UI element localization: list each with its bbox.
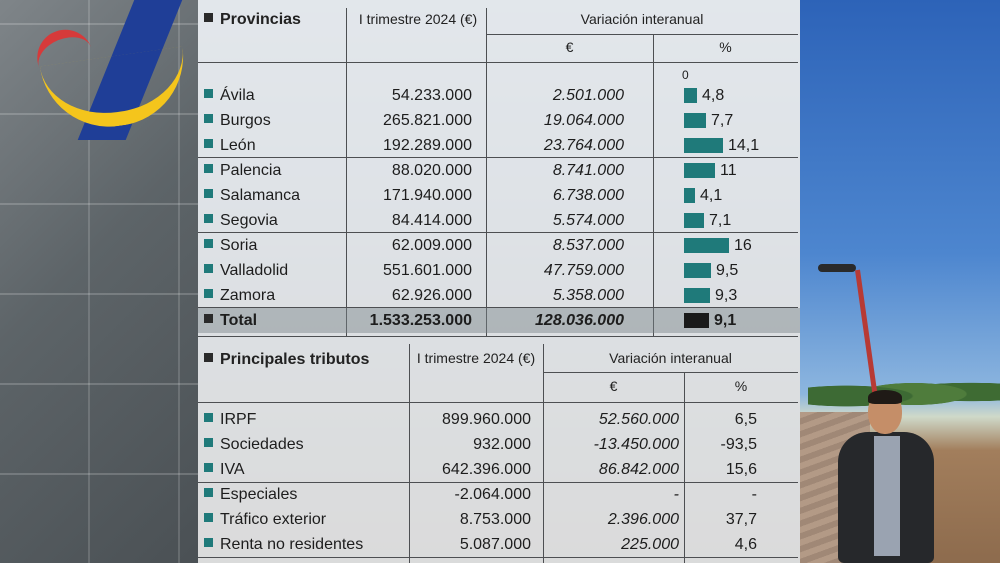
bar-axis-zero: 0 — [682, 68, 689, 82]
percent-bar — [684, 88, 697, 103]
percent-bar — [684, 213, 704, 228]
quarter-value: 84.414.000 — [391, 212, 472, 229]
quarter-header: I trimestre 2024 (€) — [358, 11, 478, 27]
percent-bar — [684, 238, 729, 253]
province-name: Zamora — [204, 283, 275, 308]
percent-bar — [684, 188, 695, 203]
tax-variation-value: 52.560.000 — [598, 411, 679, 428]
province-row — [198, 83, 800, 108]
bullet-square-icon — [204, 538, 213, 547]
province-row — [198, 108, 800, 133]
percent-value: 16 — [734, 237, 752, 254]
bullet-square-icon — [204, 314, 213, 323]
percent-value: 7,7 — [711, 112, 734, 129]
province-name: Burgos — [204, 108, 271, 133]
province-row — [198, 233, 800, 258]
tax-row — [198, 507, 800, 532]
bullet-square-icon — [204, 413, 213, 422]
province-name: León — [204, 133, 256, 158]
bullet-square-icon — [204, 513, 213, 522]
tax-variation-value: -13.450.000 — [593, 436, 679, 453]
pedestrian — [838, 392, 942, 563]
province-row — [198, 158, 800, 183]
percent-value: 11 — [720, 162, 737, 179]
percent-value: 9,5 — [716, 262, 739, 279]
variation-value: 6.738.000 — [552, 187, 624, 204]
bullet-square-icon — [204, 264, 213, 273]
tax-euro-subheader: € — [609, 378, 618, 394]
bullet-square-icon — [204, 488, 213, 497]
variation-value: 5.574.000 — [552, 212, 624, 229]
variation-value: 128.036.000 — [535, 312, 624, 329]
percent-value: 9,3 — [715, 287, 738, 304]
tax-variation-header: Variación interanual — [609, 350, 732, 366]
variation-value: 8.741.000 — [552, 162, 624, 179]
quarter-value: 265.821.000 — [383, 112, 472, 129]
bullet-square-icon — [204, 353, 213, 362]
quarter-value: 54.233.000 — [391, 87, 472, 104]
percent-bar — [684, 263, 711, 278]
tax-name: Renta no residentes — [204, 532, 363, 557]
quarter-value: 88.020.000 — [391, 162, 472, 179]
bullet-square-icon — [204, 89, 213, 98]
variation-value: 2.501.000 — [552, 87, 624, 104]
bullet-square-icon — [204, 13, 213, 22]
tax-percent-value: 4,6 — [734, 536, 757, 553]
street-lamp-head — [818, 264, 856, 272]
euro-subheader: € — [565, 39, 574, 55]
tax-quarter-value: -2.064.000 — [454, 486, 531, 503]
provinces-table — [198, 0, 800, 336]
tax-variation-value: 86.842.000 — [598, 461, 679, 478]
tax-name: Especiales — [204, 482, 297, 507]
variation-value: 23.764.000 — [543, 137, 624, 154]
data-panel — [198, 0, 800, 563]
tax-name: IVA — [204, 457, 245, 482]
tax-quarter-header: I trimestre 2024 (€) — [416, 350, 536, 366]
variation-value: 8.537.000 — [552, 237, 624, 254]
variation-value: 5.358.000 — [552, 287, 624, 304]
bullet-square-icon — [204, 239, 213, 248]
bullet-square-icon — [204, 438, 213, 447]
quarter-value: 62.926.000 — [391, 287, 472, 304]
quarter-value: 62.009.000 — [391, 237, 472, 254]
province-name: Total — [204, 308, 257, 333]
percent-bar — [684, 113, 706, 128]
variation-header: Variación interanual — [580, 11, 704, 27]
bullet-square-icon — [204, 289, 213, 298]
tax-percent-subheader: % — [734, 378, 748, 394]
province-row — [198, 208, 800, 233]
tax-quarter-value: 5.087.000 — [459, 536, 531, 553]
taxes-table — [198, 336, 800, 563]
agency-logo — [30, 0, 190, 150]
provinces-header: Provincias — [204, 11, 301, 29]
percent-subheader: % — [719, 39, 732, 55]
tax-name: Sociedades — [204, 432, 304, 457]
tax-percent-value: 6,5 — [734, 411, 757, 428]
variation-value: 19.064.000 — [543, 112, 624, 129]
tax-percent-value: -93,5 — [720, 436, 757, 453]
percent-value: 9,1 — [714, 312, 737, 329]
tax-quarter-value: 932.000 — [473, 436, 531, 453]
percent-bar — [684, 313, 709, 328]
tax-quarter-value: 8.753.000 — [459, 511, 531, 528]
tax-name: IRPF — [204, 407, 256, 432]
province-row — [198, 133, 800, 158]
tax-variation-value: - — [673, 486, 679, 503]
tax-variation-value: 225.000 — [621, 536, 679, 553]
percent-value: 7,1 — [709, 212, 732, 229]
tax-row — [198, 532, 800, 557]
tax-percent-value: - — [751, 486, 757, 503]
bullet-square-icon — [204, 463, 213, 472]
tax-row — [198, 457, 800, 482]
percent-value: 4,8 — [702, 87, 725, 104]
province-row — [198, 283, 800, 308]
province-name: Soria — [204, 233, 257, 258]
percent-bar — [684, 288, 710, 303]
percent-bar — [684, 138, 723, 153]
taxes-header: Principales tributos — [204, 351, 369, 369]
bullet-square-icon — [204, 114, 213, 123]
province-name: Salamanca — [204, 183, 300, 208]
total-row — [198, 308, 800, 333]
tax-row — [198, 407, 800, 432]
tax-quarter-value: 899.960.000 — [442, 411, 531, 428]
tax-percent-value: 15,6 — [725, 461, 757, 478]
percent-value: 4,1 — [700, 187, 723, 204]
tax-quarter-value: 642.396.000 — [442, 461, 531, 478]
quarter-value: 1.533.253.000 — [369, 312, 472, 329]
bullet-square-icon — [204, 164, 213, 173]
province-name: Valladolid — [204, 258, 288, 283]
tax-percent-value: 37,7 — [725, 511, 757, 528]
tax-name: Tráfico exterior — [204, 507, 326, 532]
quarter-value: 192.289.000 — [383, 137, 472, 154]
province-row — [198, 258, 800, 283]
quarter-value: 551.601.000 — [383, 262, 472, 279]
quarter-value: 171.940.000 — [383, 187, 472, 204]
tax-variation-value: 2.396.000 — [607, 511, 679, 528]
province-row — [198, 183, 800, 208]
province-name: Segovia — [204, 208, 278, 233]
percent-value: 14,1 — [728, 137, 760, 154]
province-name: Palencia — [204, 158, 281, 183]
bullet-square-icon — [204, 189, 213, 198]
bullet-square-icon — [204, 139, 213, 148]
percent-bar — [684, 163, 715, 178]
province-name: Ávila — [204, 83, 255, 108]
variation-value: 47.759.000 — [543, 262, 624, 279]
tax-row — [198, 482, 800, 507]
tax-row — [198, 432, 800, 457]
bullet-square-icon — [204, 214, 213, 223]
